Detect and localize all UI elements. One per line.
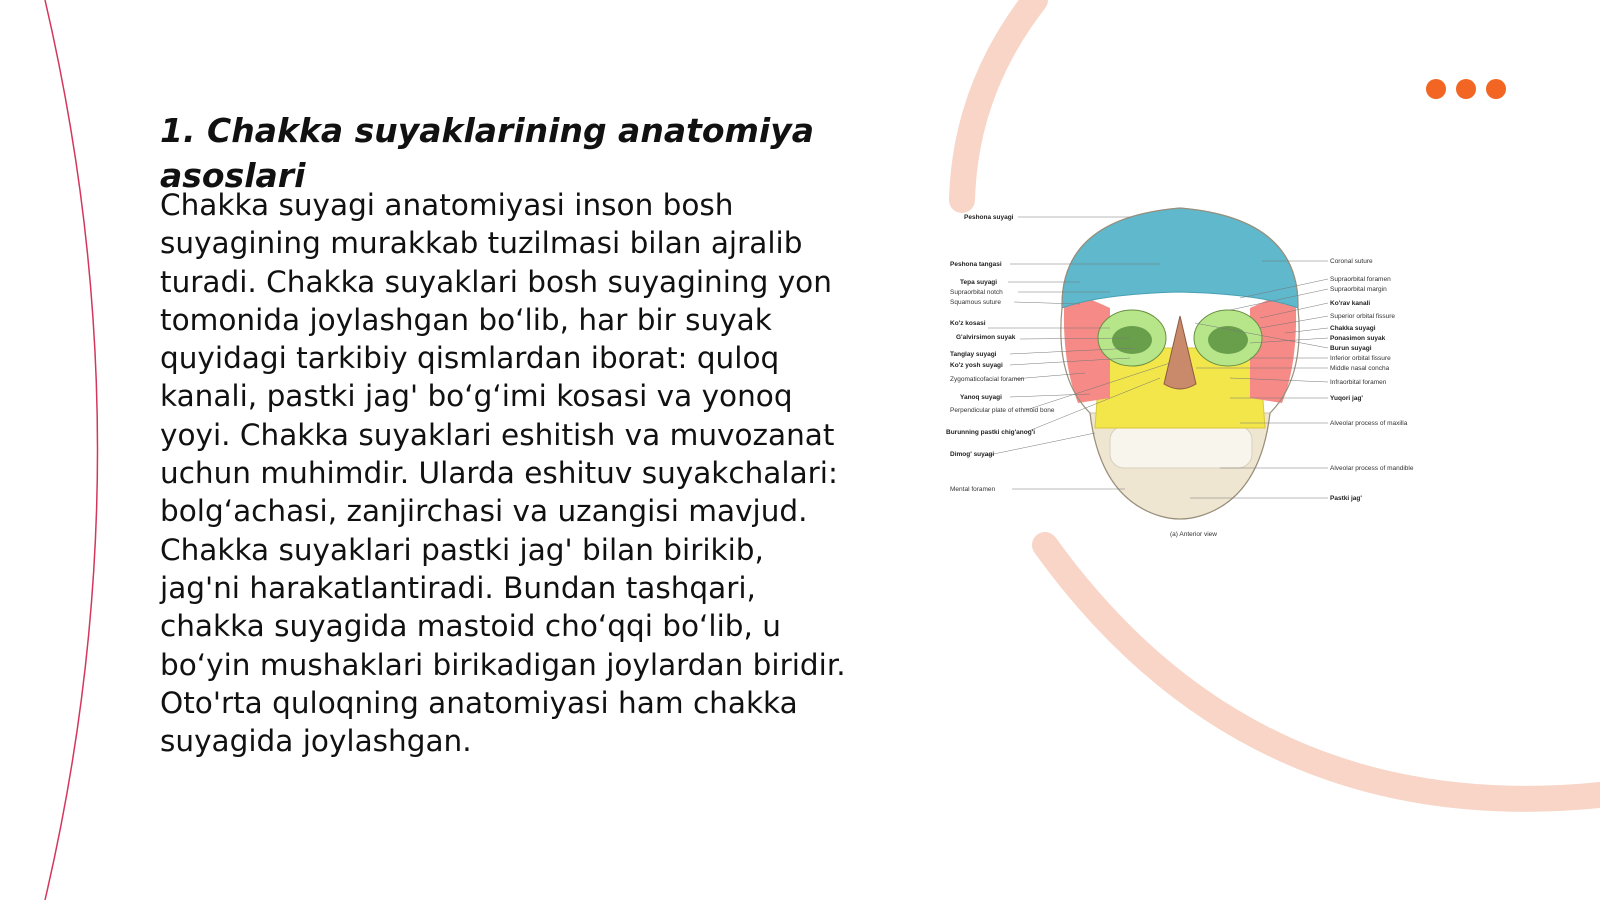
figure-label: Tepa suyagi — [960, 279, 998, 286]
figure-label: Burunning pastki chig'anog'i — [946, 429, 1036, 436]
figure-label: Yuqori jag' — [1330, 395, 1363, 402]
orbit-shadow-right — [1208, 326, 1248, 354]
figure-label: Ko'z kosasi — [950, 320, 986, 327]
svg-text:Yuqori jag' — [1330, 395, 1363, 402]
figure-label: Superior orbital fissure — [1330, 313, 1396, 320]
svg-text:(a) Anterior view — [1170, 531, 1217, 538]
svg-text:Dimog' suyagi — [950, 451, 994, 458]
svg-text:Tepa suyagi — [960, 279, 997, 286]
skull-anatomy-figure — [946, 198, 1440, 548]
svg-text:Ponasimon suyak — [1330, 335, 1386, 342]
menu-dot — [1456, 79, 1476, 99]
figure-label: Yanoq suyagi — [960, 394, 1002, 401]
figure-label: Dimog' suyagi — [950, 451, 995, 458]
figure-label: Peshona tangasi — [950, 261, 1002, 268]
slide-title: 1. Chakka suyaklarining anatomiya asoslari — [160, 111, 815, 195]
figure-label: Chakka suyagi — [1330, 325, 1376, 332]
figure-label: Mental foramen — [950, 486, 996, 493]
svg-text:Superior orbital fissure — [1330, 313, 1395, 320]
bottom-arc — [1045, 545, 1600, 799]
svg-text:Ko'z yosh suyagi — [950, 362, 1003, 369]
svg-text:Tanglay suyagi — [950, 351, 997, 358]
svg-text:Alveolar process of mandible — [1330, 465, 1414, 472]
figure-label: Ponasimon suyak — [1330, 335, 1386, 342]
svg-text:Inferior orbital fissure — [1330, 355, 1391, 362]
figure-label: Supraorbital notch — [950, 289, 1003, 296]
figure-label: Infraorbital foramen — [1330, 379, 1387, 386]
figure-label: Burun suyagi — [1330, 345, 1372, 352]
top-arc — [962, 0, 1035, 200]
svg-text:Zygomaticofacial foramen — [950, 376, 1025, 383]
figure-label: Supraorbital foramen — [1330, 276, 1391, 283]
svg-text:Alveolar process of maxilla — [1330, 420, 1408, 427]
figure-label: Ko'z yosh suyagi — [950, 362, 1003, 369]
menu-dots — [1426, 79, 1506, 99]
svg-text:Ko'rav kanali — [1330, 300, 1370, 307]
svg-text:Supraorbital foramen — [1330, 276, 1391, 283]
figure-label: Perpendicular plate of ethmoid bone — [950, 407, 1055, 414]
svg-text:Burunning pastki chig'anog'i — [946, 429, 1035, 436]
svg-text:Pastki jag' — [1330, 495, 1362, 502]
figure-label: Tanglay suyagi — [950, 351, 997, 358]
figure-label: G'alvirsimon suyak — [956, 334, 1016, 341]
skull-illustration — [946, 198, 1440, 548]
svg-text:G'alvirsimon suyak — [956, 334, 1016, 341]
menu-dot — [1486, 79, 1506, 99]
slide-body-text: Chakka suyagi anatomiyasi inson bosh suyagining murakkab tuzilmasi bilan ajralib turadi. Chakka suyaklari bosh suyagining yon tomonida joylashgan bo‘lib, har bir suyak quyidagi tarkibiy qismlardan iborat: quloq kanali, pastki jag' bo‘g‘imi kosasi va yonoq yoyi. Chakka suyaklari eshitish va muvozanat uchun muhimdir. Ularda eshituv suyakchalari: bolg‘achasi, zanjirchasi va uzangisi mavjud. Chakka suyaklari pastki jag' bilan birikib, jag'ni harakatlantiradi. Bundan tashqari, chakka suyagida mastoid cho‘qqi bo‘lib, u bo‘yin mushaklari birikadigan joylardan biridir. Oto'rta quloqning anatomiyasi ham chakka suyagida joylashgan. — [160, 188, 846, 759]
orbit-shadow-left — [1112, 326, 1152, 354]
svg-text:Squamous suture — [950, 299, 1001, 306]
svg-text:Mental foramen — [950, 486, 996, 493]
figure-label: Supraorbital margin — [1330, 286, 1387, 293]
svg-text:Infraorbital foramen — [1330, 379, 1387, 386]
figure-label: Coronal suture — [1330, 258, 1373, 265]
svg-text:Supraorbital margin — [1330, 286, 1387, 293]
figure-label: Ko'rav kanali — [1330, 300, 1371, 307]
svg-text:Chakka suyagi — [1330, 325, 1376, 332]
teeth — [1110, 426, 1252, 468]
figure-label: Alveolar process of maxilla — [1330, 420, 1408, 427]
figure-label: Alveolar process of mandible — [1330, 465, 1414, 472]
menu-dot — [1426, 79, 1446, 99]
figure-label: Middle nasal concha — [1330, 365, 1390, 372]
svg-text:Peshona tangasi — [950, 261, 1002, 268]
svg-text:Supraorbital notch — [950, 289, 1003, 296]
figure-label: Squamous suture — [950, 299, 1001, 306]
figure-label: Zygomaticofacial foramen — [950, 376, 1025, 383]
figure-label: Pastki jag' — [1330, 495, 1362, 502]
svg-text:Peshona suyagi — [964, 214, 1014, 221]
svg-text:Ko'z kosasi — [950, 320, 986, 327]
svg-text:Yanoq suyagi — [960, 394, 1002, 401]
svg-text:Perpendicular plate of ethmoid — [950, 407, 1055, 414]
figure-label: Inferior orbital fissure — [1330, 355, 1391, 362]
figure-caption: (a) Anterior view — [1170, 531, 1217, 538]
left-accent-line — [45, 0, 98, 900]
svg-text:Middle nasal concha — [1330, 365, 1390, 372]
svg-text:Burun suyagi — [1330, 345, 1372, 352]
svg-text:Coronal suture — [1330, 258, 1373, 265]
figure-label: Peshona suyagi — [964, 214, 1014, 221]
